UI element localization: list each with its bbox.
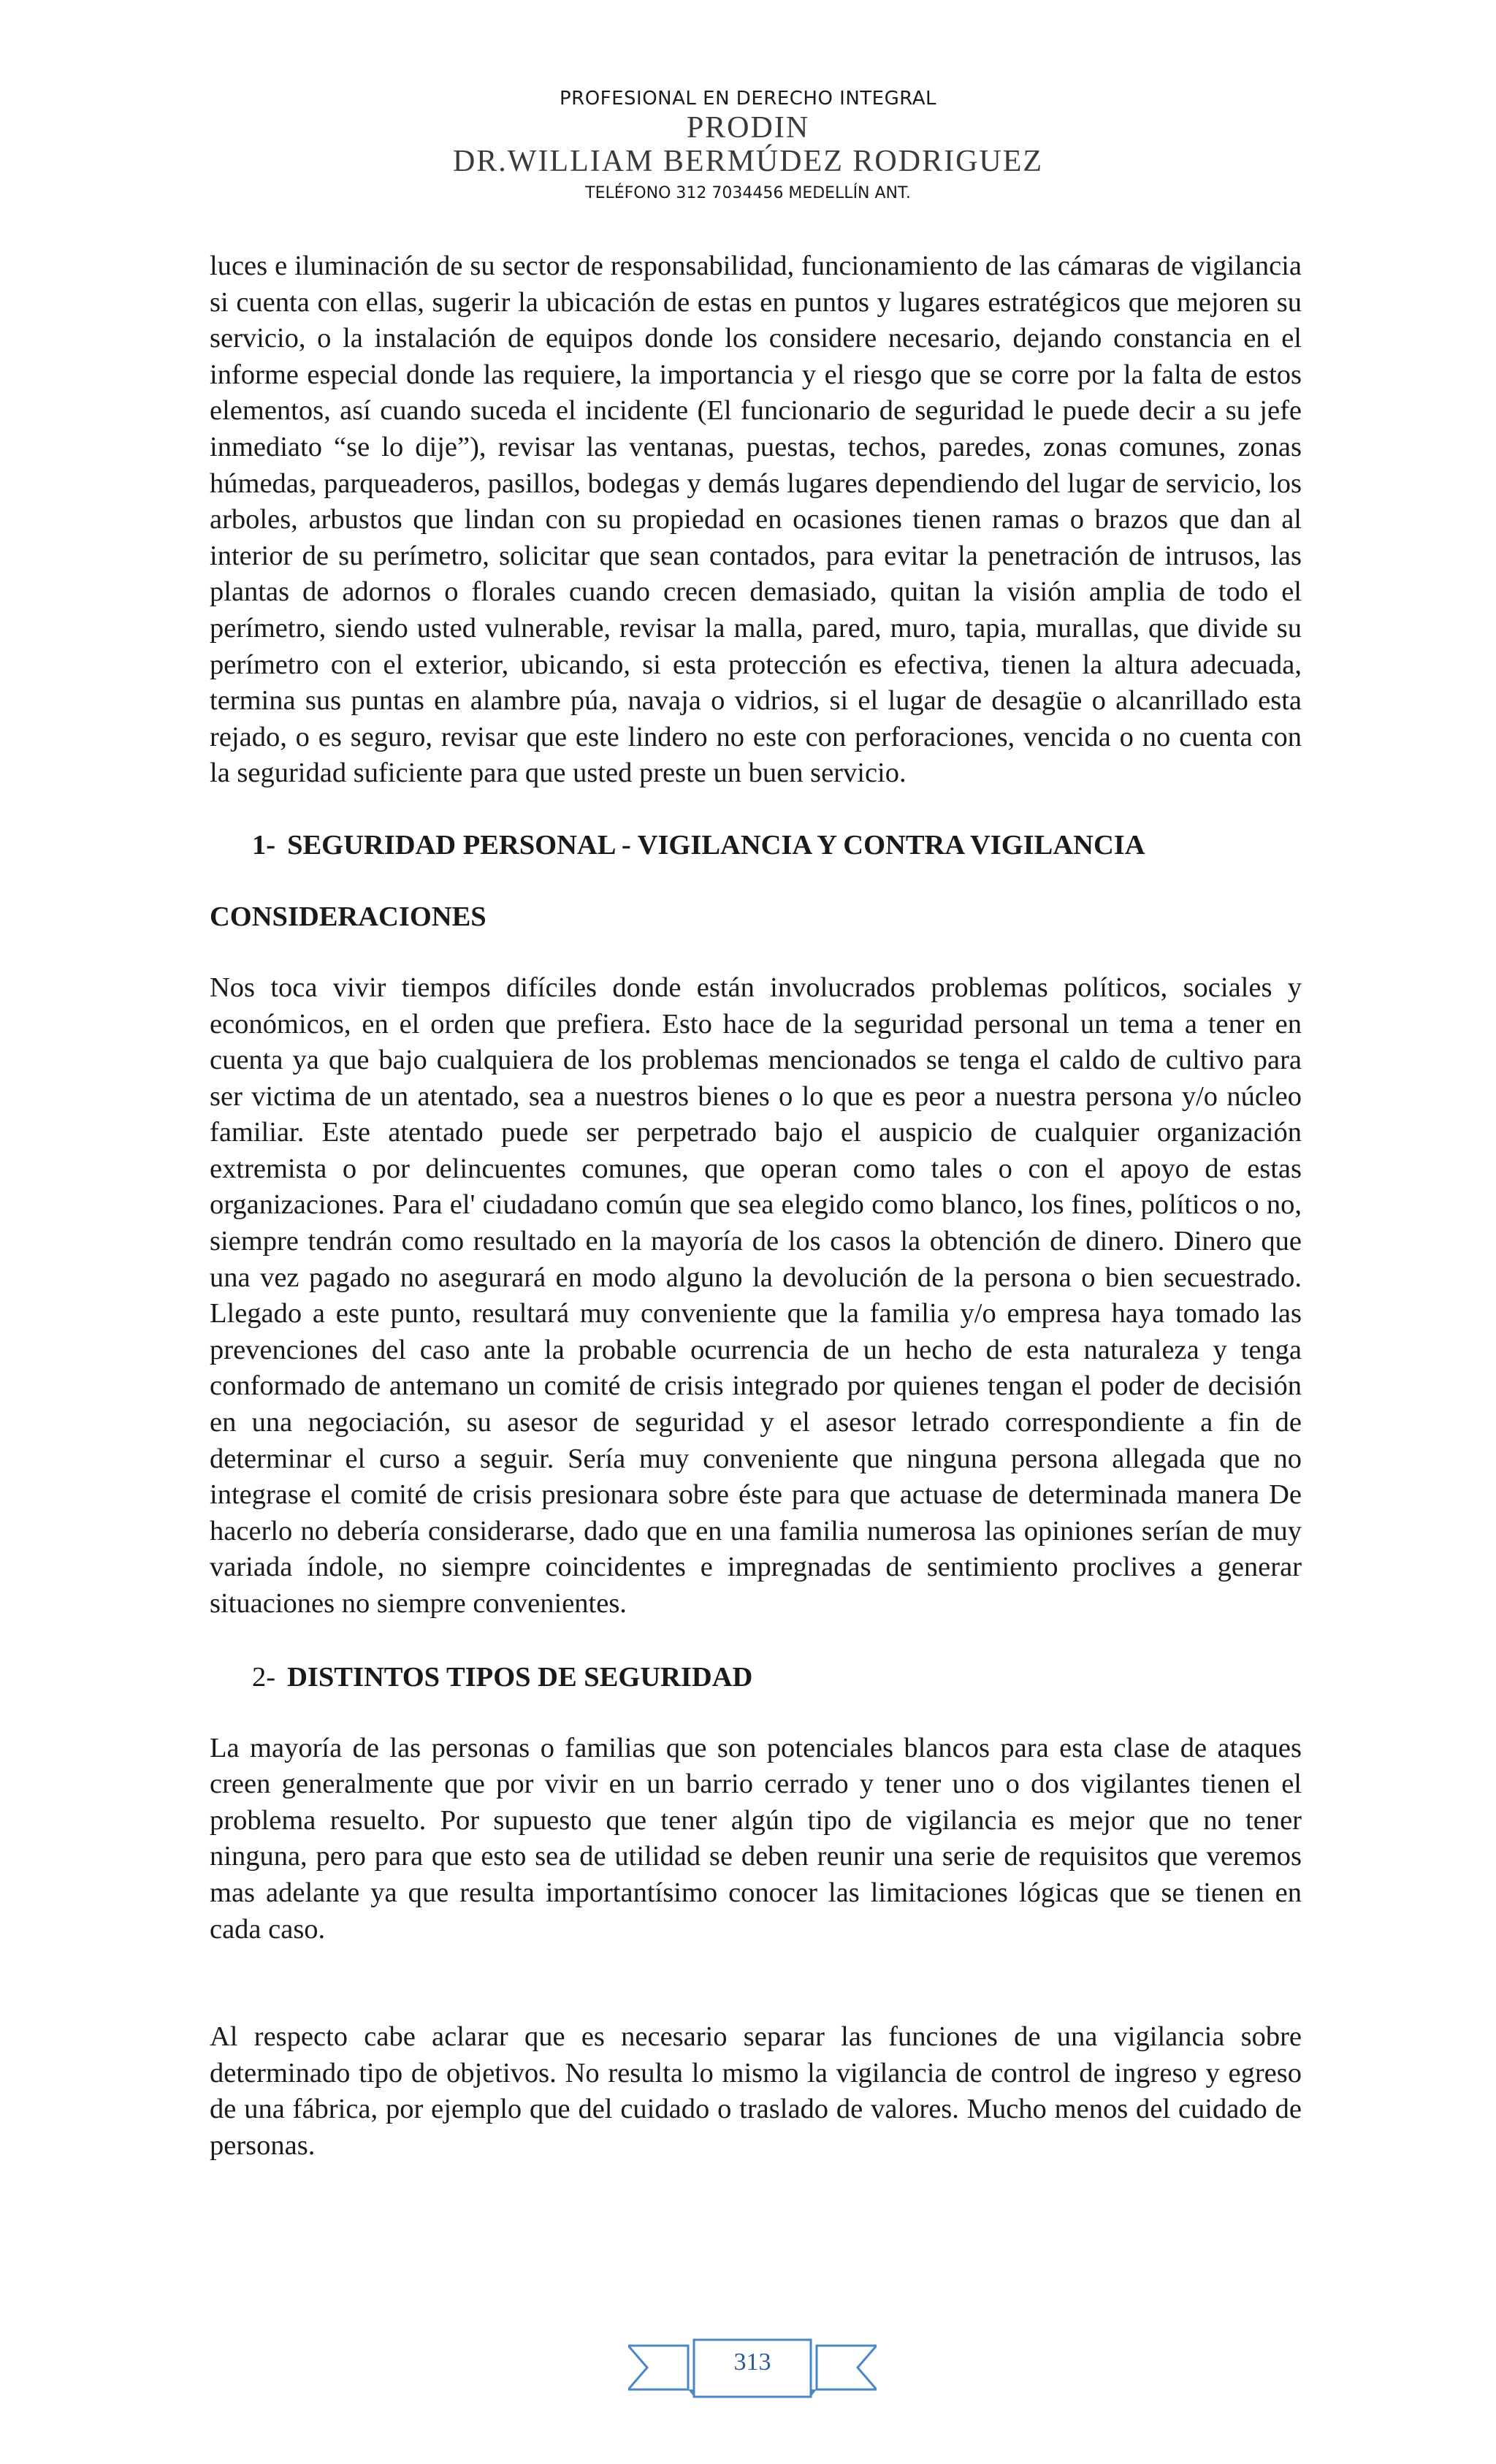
section-heading-2	[252, 1659, 1302, 1696]
subheading-consideraciones: CONSIDERACIONES	[210, 901, 486, 932]
letterhead-phone: TELÉFONO 312 7034456 MEDELLÍN ANT.	[585, 184, 911, 202]
section-heading-2-number: 2-	[252, 1661, 276, 1693]
letterhead-brand: PRODIN	[686, 111, 810, 145]
paragraph-1: luces e iluminación de su sector de responsabilidad, funcionamiento de las cámaras de vigilancia si cuenta con ellas, sugerir la ubicación de estas en puntos y lugares estratégicos que mejoren su servicio, o la instalación de equipos donde los considere necesario, dejando constancia en el informe especial donde las requiere, la importancia y el riesgo que se corre por la falta de estos elementos, así cuando suceda el incidente (El funcionario de seguridad le puede decir a su jefe inmediato “se lo dije”), revisar las ventanas, puestas, techos, paredes, zonas comunes, zonas húmedas, parqueaderos, pasillos, bodegas y demás lugares dependiendo del lugar de servicio, los arboles, arbustos que lindan con su propiedad en ocasiones tienen ramas o brazos que dan al interior de su perímetro, solicitar que sean contados, para evitar la penetración de intrusos, las plantas de adornos o florales cuando crecen demasiado, quitan la visión amplia de todo el perímetro, siendo usted vulnerable, revisar la malla, pared, muro, tapia, murallas, que divide su perímetro con el exterior, ubicando, si esta protección es efectiva, tienen la altura adecuada, termina sus puntas en alambre púa, navaja o vidrios, si el lugar de desagüe o alcanrillado esta rejado, o es seguro, revisar que este lindero no este con perforaciones, vencida o no cuenta con la seguridad suficiente para que usted preste un buen servicio.	[210, 251, 1302, 789]
section-heading-1-number: 1-	[252, 829, 276, 861]
paragraph-2: Nos toca vivir tiempos difíciles donde están involucrados problemas políticos, sociales y económicos, en el orden que prefiera. Esto hace de la seguridad personal un tema a tener en cuenta ya que bajo cualquiera de los problemas mencionados se tenga el caldo de cultivo para ser victima de un atentado, sea a nuestros bienes o lo que es peor a nuestra persona y/o núcleo familiar. Este atentado puede ser perpetrado bajo el auspicio de cualquier organización extremista o por delincuentes comunes, que operan como tales o con el apoyo de estas organizaciones. Para el' ciudadano común que sea elegido como blanco, los fines, políticos o no, siempre tendrán como resultado en la mayoría de los casos la obtención de dinero. Dinero que una vez pagado no asegurará en modo alguno la devolución de la persona o bien secuestrado. Llegado a este punto, resultará muy conveniente que la familia y/o empresa haya tomado las prevenciones del caso ante la probable ocurrencia de un hecho de esta naturaleza y tenga conformado de antemano un comité de crisis integrado por quienes tengan el poder de decisión en una negociación, su asesor de seguridad y el asesor letrado correspondiente a fin de determinar el curso a seguir. Sería muy conveniente que ninguna persona allegada que no integrase el comité de crisis presionara sobre éste para que actuase de determinada manera De hacerlo no debería considerarse, dado que en una familia numerosa las opiniones serían de muy variada índole, no siempre coincidentes e impregnadas de sentimiento proclives a generar situaciones no siempre convenientes.	[210, 972, 1302, 1619]
letterhead	[0, 86, 1496, 206]
section-heading-1-text: SEGURIDAD PERSONAL - VIGILANCIA Y CONTRA VIGILANCIA	[287, 829, 1145, 861]
section-heading-1	[252, 827, 1302, 863]
letterhead-profession: PROFESIONAL EN DERECHO INTEGRAL	[559, 88, 937, 110]
document-body	[210, 248, 1302, 2164]
paragraph-4: Al respecto cabe aclarar que es necesario separar las funciones de una vigilancia sobre determinado tipo de objetivos. No resulta lo mismo la vigilancia de control de ingreso y egreso de una fábrica, por ejemplo que del cuidado o traslado de valores. Mucho menos del cuidado de personas.	[210, 2021, 1302, 2161]
section-heading-2-text: DISTINTOS TIPOS DE SEGURIDAD	[287, 1661, 753, 1693]
paragraph-3: La mayoría de las personas o familias que son potenciales blancos para esta clase de ataques creen generalmente que por vivir en un barrio cerrado y tener uno o dos vigilantes tienen el problema resuelto. Por supuesto que tener algún tipo de vigilancia es mejor que no tener ninguna, pero para que esto sea de utilidad se deben reunir una serie de requisitos que veremos mas adelante ya que resulta importantísimo conocer las limitaciones lógicas que se tienen en cada caso.	[210, 1732, 1302, 1945]
page-number: 313	[733, 2349, 771, 2376]
letterhead-author: DR.WILLIAM BERMÚDEZ RODRIGUEZ	[452, 145, 1044, 178]
